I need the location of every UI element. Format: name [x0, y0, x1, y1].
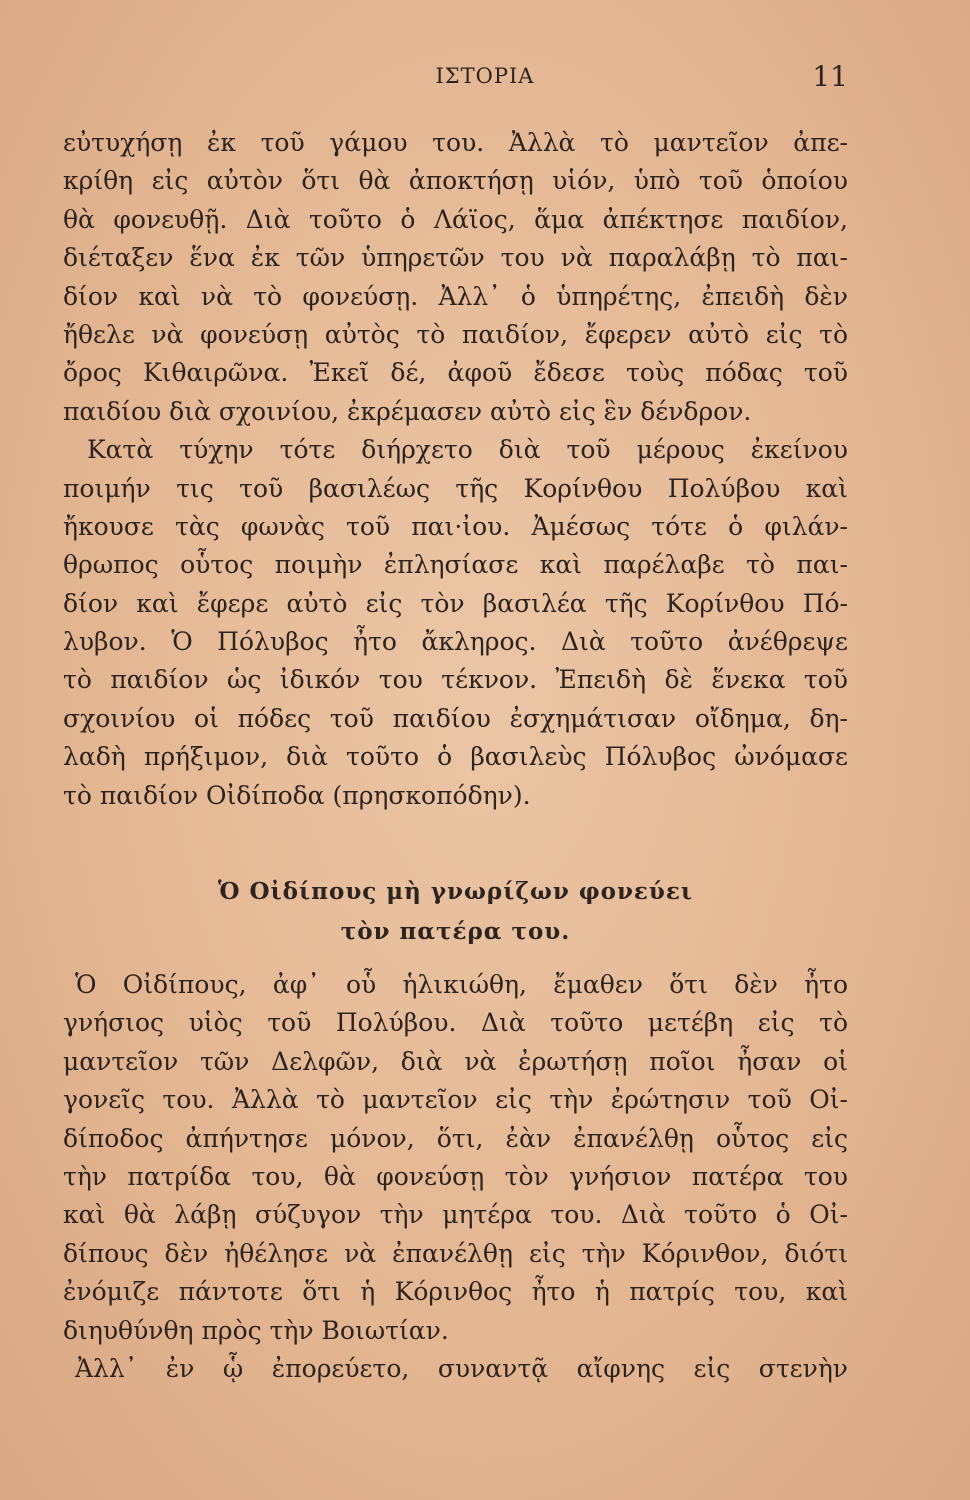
text-line: τὴν πατρίδα του, θὰ φονεύσῃ τὸν γνήσιον πατέρα του: [63, 1161, 848, 1191]
text-line: ἐνόμιζε πάντοτε ὅτι ἡ Κόρινθος ἦτο ἡ πατρίς του, καὶ: [63, 1277, 848, 1307]
paragraph-4: [63, 1350, 848, 1388]
text-line: καὶ θὰ λάβῃ σύζυγον τὴν μητέρα του. Διὰ τοῦτο ὁ Οἰ-: [63, 1200, 848, 1230]
text-line: δίποδος ἀπήντησε μόνον, ὅτι, ἐὰν ἐπανέλθῃ οὗτος εἰς: [63, 1123, 848, 1153]
text-line: μαντεῖον τῶν Δελφῶν, διὰ νὰ ἐρωτήσῃ ποῖοι ἦσαν οἱ: [63, 1046, 848, 1076]
text-line: ὄρος Κιθαιρῶνα. Ἐκεῖ δέ, ἀφοῦ ἔδεσε τοὺς πόδας τοῦ: [63, 358, 848, 388]
paragraph-3: [63, 966, 848, 1350]
text-line: δίπους δὲν ἠθέλησε νὰ ἐπανέλθῃ εἰς τὴν Κόρινθον, διότι: [63, 1238, 848, 1268]
text-line: εὐτυχήσῃ ἐκ τοῦ γάμου του. Ἀλλὰ τὸ μαντεῖον ἀπε-: [63, 128, 848, 157]
text-line: κρίθη εἰς αὐτὸν ὅτι θὰ ἀποκτήσῃ υἱόν, ὑπὸ τοῦ ὁποίου: [63, 166, 848, 196]
text-line: Ἀλλ᾽ ἐν ᾧ ἐπορεύετο, συναντᾷ αἴφνης εἰς στενὴν: [75, 1353, 848, 1383]
text-line: λυβον. Ὁ Πόλυβος ἦτο ἄκληρος. Διὰ τοῦτο ἀνέθρεψε: [63, 627, 848, 657]
text-line: δίον καὶ νὰ τὸ φονεύσῃ. Ἀλλ᾽ ὁ ὑπηρέτης, ἐπειδὴ δὲν: [63, 281, 848, 311]
text-line: διηυθύνθη πρὸς τὴν Βοιωτίαν.: [63, 1315, 449, 1345]
paragraph-2: [63, 431, 848, 815]
text-line: γονεῖς του. Ἀλλὰ τὸ μαντεῖον εἰς τὴν ἐρώτησιν τοῦ Οἰ-: [63, 1085, 848, 1115]
text-line: θὰ φονευθῇ. Διὰ τοῦτο ὁ Λάϊος, ἅμα ἀπέκτησε παιδίον,: [63, 204, 848, 234]
text-line: τὸ παιδίον Οἰδίποδα (πρησκοπόδην).: [63, 780, 531, 810]
page-number: 11: [812, 60, 848, 93]
section-heading: [63, 872, 848, 952]
text-line: ποιμήν τις τοῦ βασιλέως τῆς Κορίνθου Πολύβου καὶ: [63, 473, 848, 503]
text-block-bottom: [63, 966, 848, 1388]
text-line: γνήσιος υἱὸς τοῦ Πολύβου. Διὰ τοῦτο μετέβη εἰς τὸ: [63, 1008, 848, 1038]
text-line: λαδὴ πρήξιμον, διὰ τοῦτο ὁ βασιλεὺς Πόλυβος ὠνόμασε: [63, 742, 848, 772]
text-line: τὸ παιδίον ὡς ἰδικόν του τέκνον. Ἐπειδὴ δὲ ἕνεκα τοῦ: [63, 665, 848, 695]
text-line: ἤκουσε τὰς φωνὰς τοῦ παι·ἰου. Ἀμέσως τότε ὁ φιλάν-: [63, 511, 848, 541]
heading-line: Ὁ Οἰδίπους μὴ γνωρίζων φονεύει: [218, 878, 693, 905]
text-line: παιδίου διὰ σχοινίου, ἐκρέμασεν αὐτὸ εἰς ἓν δένδρον.: [63, 396, 752, 426]
page-header: [0, 60, 970, 96]
text-line: Ὁ Οἰδίπους, ἀφ᾽ οὗ ἡλικιώθη, ἔμαθεν ὅτι δὲν ἦτο: [75, 970, 848, 999]
paragraph-1: [63, 124, 848, 431]
text-line: διέταξεν ἕνα ἐκ τῶν ὑπηρετῶν του νὰ παραλάβῃ τὸ παι-: [63, 243, 848, 273]
text-line: ἤθελε νὰ φονεύσῃ αὐτὸς τὸ παιδίον, ἔφερεν αὐτὸ εἰς τὸ: [63, 319, 848, 349]
text-line: σχοινίου οἱ πόδες τοῦ παιδίου ἐσχημάτισαν οἴδημα, δη-: [63, 703, 848, 733]
heading-line: τὸν πατέρα του.: [340, 918, 571, 945]
text-line: θρωπος οὗτος ποιμὴν ἐπλησίασε καὶ παρέλαβε τὸ παι-: [63, 550, 848, 580]
running-title: ΙΣΤΟΡΙΑ: [435, 64, 535, 88]
text-line: δίον καὶ ἔφερε αὐτὸ εἰς τὸν βασιλέα τῆς Κορίνθου Πό-: [63, 588, 848, 618]
text-line: Κατὰ τύχην τότε διήρχετο διὰ τοῦ μέρους ἐκείνου: [87, 435, 848, 465]
text-block-top: [63, 124, 848, 815]
